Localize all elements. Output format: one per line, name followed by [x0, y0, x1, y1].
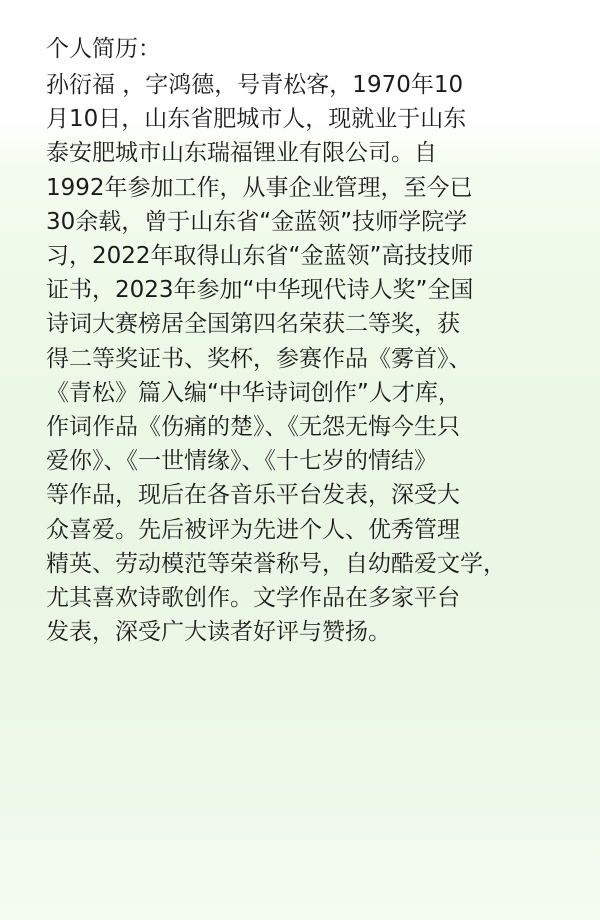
- body-line: 《青松》篇入编“中华诗词创作”人才库，: [46, 379, 461, 406]
- body-line: 精英、劳动模范等荣誉称号，自幼酷爱文学，: [46, 550, 506, 577]
- body-line: 得二等奖证书、奖杯，参赛作品《雾首》、: [46, 345, 472, 372]
- body-line: 习，2022年取得山东省“金蓝领”高技技师: [46, 243, 474, 270]
- body-line: 尤其喜欢诗歌创作。文学作品在多家平台: [46, 585, 460, 612]
- body-line: 30余载，曾于山东省“金蓝领”技师学院学: [46, 208, 468, 235]
- body-line: 等作品，现后在各音乐平台发表，深受大: [46, 482, 460, 509]
- body-line: 爱你》、《一世情缘》、《十七岁的情结》: [46, 448, 437, 475]
- resume-heading: 个人简历：: [46, 36, 161, 62]
- body-line: 作词作品《伤痛的楚》、《无怨无悔今生只: [46, 414, 460, 441]
- body-line: 泰安肥城市山东瑞福锂业有限公司。自: [46, 140, 437, 167]
- body-line: 诗词大赛榜居全国第四名荣获二等奖，获: [46, 311, 460, 338]
- body-line: 月10日，山东省肥城市人，现就业于山东: [46, 106, 467, 133]
- body-line: 发表，深受广大读者好评与赞扬。: [46, 619, 391, 646]
- body-line: 证书，2023年参加“中华现代诗人奖”全国: [46, 277, 474, 304]
- body-line: 孙衍福 ，字鸿德，号青松客，1970年10: [46, 72, 464, 98]
- body-line: 众喜爱。先后被评为先进个人、优秀管理: [46, 516, 460, 543]
- resume-body: [46, 68, 580, 649]
- body-line: 1992年参加工作，从事企业管理，至今已: [46, 174, 473, 201]
